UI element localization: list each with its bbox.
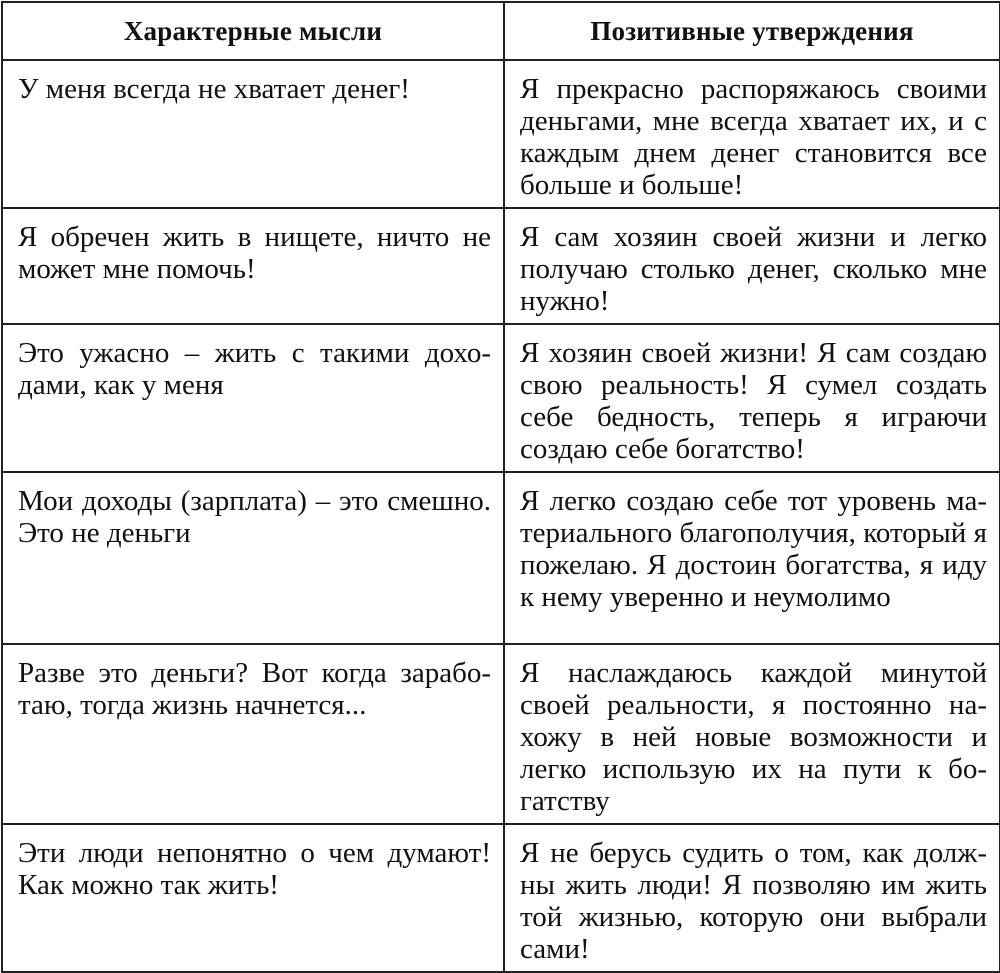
table-row [2, 472, 1000, 644]
header-row [2, 2, 1000, 60]
affirmation-cell: Я сам хозяин своей жизни и легко получаю столько денег, сколько мне нужно! [504, 208, 1000, 324]
column-header-affirmations: Позитивные утверждения [504, 2, 1000, 60]
thoughts-affirmations-table [1, 1, 1000, 973]
table-body [2, 60, 1000, 972]
table-row [2, 644, 1000, 824]
affirmation-cell: Я хозяин своей жизни! Я сам создаю свою реальность! Я сумел создать себе бедность, теперь я играючи создаю себе богатство! [504, 324, 1000, 472]
thought-cell: Это ужасно – жить с такими доходами, как у меня [2, 324, 504, 472]
thought-cell: У меня всегда не хватает денег! [2, 60, 504, 208]
thought-cell: Разве это деньги? Вот когда заработаю, тогда жизнь начнется... [2, 644, 504, 824]
thought-cell: Я обречен жить в нищете, ничто не может мне помочь! [2, 208, 504, 324]
table-header [2, 2, 1000, 60]
thought-cell: Эти люди непонятно о чем думают! Как можно так жить! [2, 824, 504, 972]
table-row [2, 60, 1000, 208]
table-row [2, 324, 1000, 472]
table-row [2, 208, 1000, 324]
column-header-thoughts: Характерные мысли [2, 2, 504, 60]
affirmation-cell: Я легко создаю себе тот уровень материального благополучия, который я пожелаю. Я достоин богатства, я иду к нему уверенно и неумолимо [504, 472, 1000, 644]
affirmation-cell: Я прекрасно распоряжаюсь своими деньгами, мне всегда хватает их, и с каждым днем денег становится все больше и больше! [504, 60, 1000, 208]
affirmation-cell: Я не берусь судить о том, как должны жить люди! Я позволяю им жить той жизнью, которую они выбрали сами! [504, 824, 1000, 972]
affirmation-cell: Я наслаждаюсь каждой минутой своей реальности, я постоянно нахожу в ней новые возможности и легко использую их на пути к богатству [504, 644, 1000, 824]
thought-cell: Мои доходы (зарплата) – это смешно. Это не деньги [2, 472, 504, 644]
table-row [2, 824, 1000, 972]
